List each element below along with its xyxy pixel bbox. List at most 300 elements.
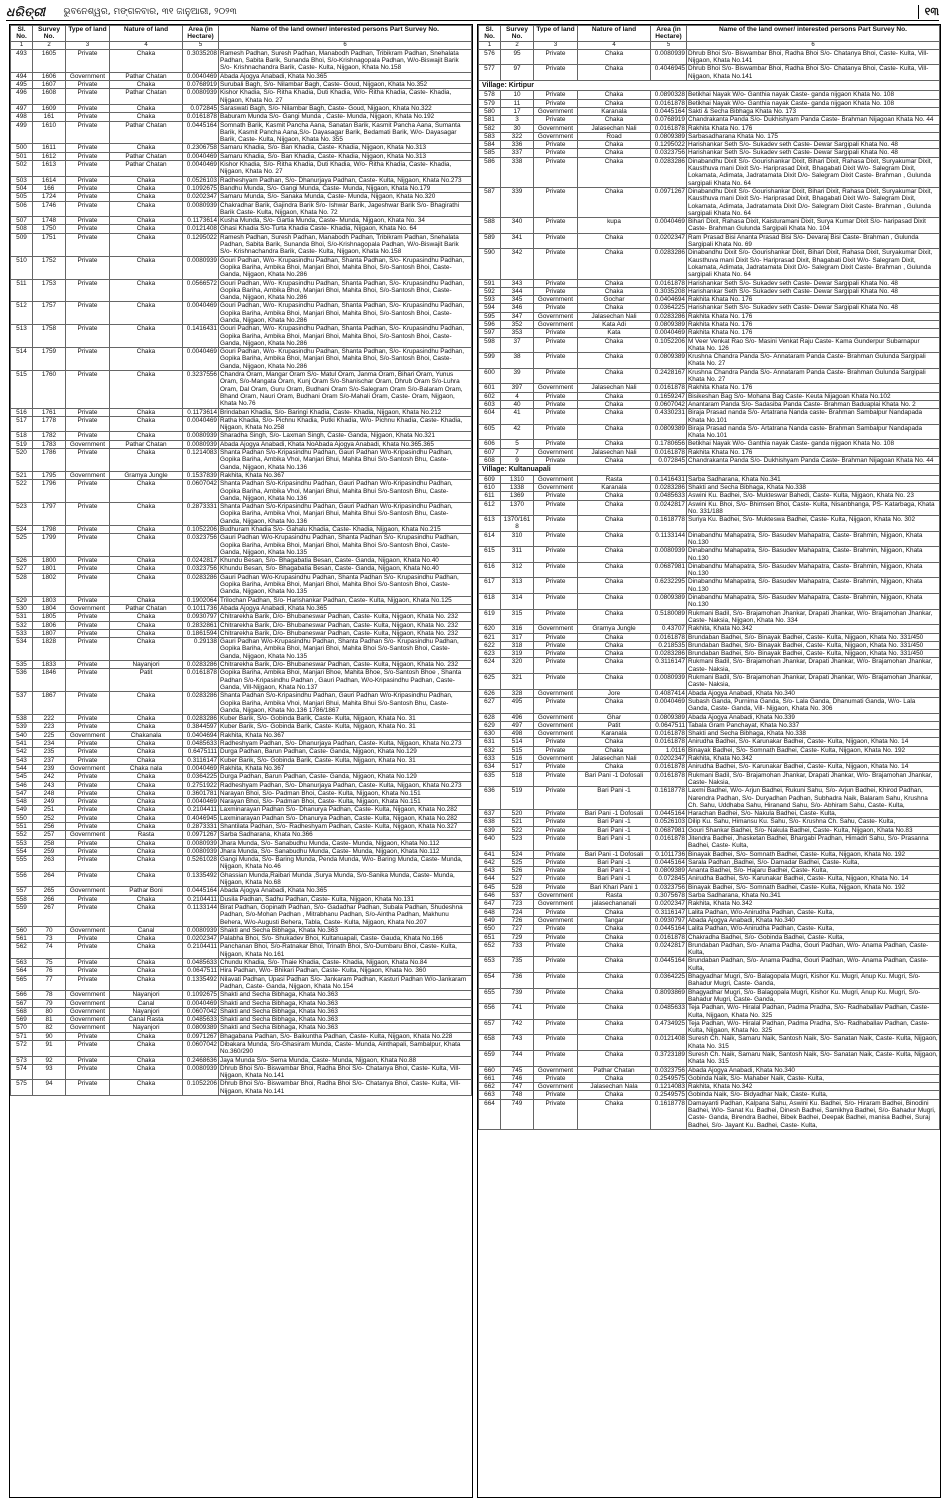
type-cell: Private <box>534 304 578 312</box>
table-row <box>11 176 472 184</box>
area-cell: 0.43707 <box>651 625 687 633</box>
sl-cell: 619 <box>479 609 501 625</box>
colnum-3: 3 <box>66 41 110 49</box>
table-row <box>11 856 472 872</box>
area-cell: 0.2104411 <box>183 806 219 814</box>
survey-cell: 77 <box>33 975 66 991</box>
owner-cell: Gouri Shankar Badhei, S/o- Nakula Badhei, Caste- Kulta, Nijgaon, Khata No.83 <box>687 826 940 834</box>
table-header-row <box>11 26 472 42</box>
nature-cell: Chaka <box>110 871 183 887</box>
survey-cell: 9 <box>501 457 534 465</box>
nature-cell: Gramya Jungle <box>578 625 651 633</box>
area-cell: 0.0283286 <box>183 692 219 715</box>
type-cell: Private <box>534 91 578 99</box>
owner-cell: Jhara Munda, S/o- Sanabudhu Munda, Caste- Munda, Nijgaon, Khata No.112 <box>219 839 472 847</box>
nature-cell: Chaka <box>110 895 183 903</box>
nature-cell: Chaka <box>578 763 651 771</box>
nature-cell: Chaka <box>578 304 651 312</box>
sl-cell: 630 <box>479 730 501 738</box>
survey-cell: 522 <box>501 826 534 834</box>
table-row <box>11 81 472 89</box>
area-cell: 0.0890328 <box>651 91 687 99</box>
table-row <box>11 740 472 748</box>
nature-cell: Chaka <box>578 157 651 187</box>
type-cell: Government <box>534 448 578 456</box>
nature-cell: Chaka <box>110 756 183 764</box>
type-cell: Private <box>534 641 578 649</box>
survey-cell: 727 <box>501 925 534 933</box>
survey-cell: 318 <box>501 641 534 649</box>
table-row <box>479 609 940 625</box>
nature-cell: Road <box>578 132 651 140</box>
area-cell: 0.1052206 <box>183 1080 219 1096</box>
type-cell: Government <box>534 755 578 763</box>
table-row <box>11 1016 472 1024</box>
type-cell: Private <box>66 152 110 160</box>
type-cell: Government <box>66 999 110 1007</box>
survey-cell: 92 <box>33 1056 66 1064</box>
survey-cell: 1724 <box>33 193 66 201</box>
table-row <box>11 1064 472 1080</box>
sl-cell: 496 <box>11 89 33 105</box>
survey-cell: 94 <box>33 1080 66 1096</box>
nature-cell: Chakanala <box>110 731 183 739</box>
table-row <box>11 1024 472 1032</box>
nature-cell: Chaka <box>578 279 651 287</box>
sl-cell: 608 <box>479 457 501 465</box>
header-owner: Name of the land owner/ interested persons Part Survey No. <box>219 26 472 42</box>
sl-cell: 558 <box>11 895 33 903</box>
table-row <box>11 613 472 621</box>
type-cell: Private <box>534 658 578 674</box>
nature-cell: Chaka <box>578 49 651 65</box>
nature-cell: Chaka <box>110 279 183 302</box>
table-row <box>11 217 472 225</box>
area-cell: 0.0202347 <box>183 935 219 943</box>
sl-cell: 538 <box>11 715 33 723</box>
table-row <box>11 781 472 789</box>
sl-cell: 647 <box>479 900 501 908</box>
area-cell: 0.0404694 <box>651 296 687 304</box>
type-cell: Private <box>534 650 578 658</box>
survey-cell: 1828 <box>33 638 66 661</box>
survey-cell: 1609 <box>33 104 66 112</box>
sl-cell: 582 <box>479 124 501 132</box>
header-type: Type of land <box>534 26 578 42</box>
sl-cell: 555 <box>11 856 33 872</box>
table-row <box>479 157 940 187</box>
type-cell: Government <box>534 132 578 140</box>
nature-cell: Chaka <box>110 573 183 596</box>
survey-cell: 1797 <box>33 503 66 526</box>
area-cell: 0.0445164 <box>651 858 687 866</box>
sl-cell: 564 <box>11 967 33 975</box>
table-row <box>11 621 472 629</box>
survey-cell: 322 <box>501 132 534 140</box>
table-row <box>479 908 940 916</box>
area-cell: 0.0404694 <box>183 731 219 739</box>
area-cell: 0.3075678 <box>651 892 687 900</box>
sl-cell: 547 <box>11 789 33 797</box>
table-row <box>479 329 940 337</box>
sl-cell: 633 <box>479 755 501 763</box>
sl-cell: 598 <box>479 337 501 353</box>
page-number: ୧୩ <box>918 5 939 19</box>
sl-cell: 559 <box>11 903 33 926</box>
nature-cell: Chaka <box>578 353 651 369</box>
area-cell: 0.0445164 <box>183 121 219 144</box>
table-row <box>479 674 940 690</box>
survey-cell: 1748 <box>33 217 66 225</box>
owner-cell: Suresh Ch. Naik, Samaru Naik, Santosh Naik, S/o- Sanatan Naik, Caste- Kulta, Nijgaon, Khata No. 315 <box>688 1051 938 1066</box>
table-row <box>11 49 472 72</box>
table-row <box>479 641 940 649</box>
area-cell: 0.0971267 <box>183 831 219 839</box>
survey-cell: 243 <box>33 781 66 789</box>
sl-cell: 580 <box>479 107 501 115</box>
nature-cell: Chaka <box>110 967 183 975</box>
survey-cell: 312 <box>501 562 534 578</box>
nature-cell: Chaka <box>578 697 651 713</box>
sl-cell: 656 <box>479 1004 501 1020</box>
area-cell: 0.2428167 <box>651 368 687 384</box>
table-row <box>479 116 940 124</box>
type-cell: Private <box>534 883 578 891</box>
type-cell: Private <box>534 149 578 157</box>
survey-cell: 1310 <box>501 475 534 483</box>
nature-cell: Chaka <box>110 839 183 847</box>
nature-cell: Jalasechan Nala <box>578 1083 651 1091</box>
colnum-3: 3 <box>534 41 578 49</box>
sl-cell: 648 <box>479 908 501 916</box>
area-cell: 0.0040469 <box>651 329 687 337</box>
type-cell: Private <box>534 738 578 746</box>
sl-cell: 616 <box>479 562 501 578</box>
table-row <box>479 721 940 729</box>
owner-cell: Aswini Ku. Badhei, S/o- Mukteswar Bahedi, Caste- Kulta, Nijgaon, Khata No. 23 <box>687 492 940 500</box>
sl-cell: 583 <box>479 132 501 140</box>
table-row <box>11 638 472 661</box>
nature-cell: Chaka <box>110 692 183 715</box>
owner-cell: Shakti and Secha Bibhaga, Khata No.363 <box>219 1024 472 1032</box>
table-row <box>11 256 472 279</box>
survey-cell: 79 <box>33 999 66 1007</box>
area-cell: 0.0323756 <box>183 534 219 557</box>
table-row <box>479 883 940 891</box>
area-cell: 0.3035208 <box>183 49 219 72</box>
table-row <box>11 822 472 830</box>
sl-cell: 603 <box>479 400 501 408</box>
nature-cell: Chaka <box>578 578 651 594</box>
type-cell: Private <box>534 141 578 149</box>
sl-cell: 661 <box>479 1074 501 1082</box>
table-row <box>479 689 940 697</box>
sl-cell: 635 <box>479 771 501 787</box>
owner-cell: Brundaban Padhan, S/o- Anama Padha, Gouri Padhan, W/o- Anama Padhan, Caste- Kulta, <box>687 957 940 973</box>
nature-cell: Chaka <box>110 1064 183 1080</box>
sl-cell: 495 <box>11 81 33 89</box>
type-cell: Private <box>66 81 110 89</box>
table-row <box>11 1007 472 1015</box>
nature-cell: Chaka <box>110 789 183 797</box>
type-cell: Private <box>66 806 110 814</box>
area-cell: 0.0040469 <box>183 302 219 325</box>
type-cell: Private <box>534 925 578 933</box>
owner-cell: Shakti and Secha Bibhaga, Khata No.338 <box>687 483 940 491</box>
colnum-6: 6 <box>219 41 472 49</box>
table-row <box>11 773 472 781</box>
nature-cell: Gramya Jungle <box>110 471 183 479</box>
nature-cell: Chaka <box>578 141 651 149</box>
type-cell: Private <box>534 1091 578 1099</box>
type-cell: Government <box>534 730 578 738</box>
type-cell: Private <box>66 692 110 715</box>
nature-cell: Canal <box>110 926 183 934</box>
sl-cell: 524 <box>11 526 33 534</box>
owner-cell: Laxminarayan Padhan S/o- Dhanurya Padhan, Caste- Kulta, Nijgaon, Khata No.282 <box>219 814 472 822</box>
table-row <box>479 1099 940 1129</box>
nature-cell: Chaka <box>110 935 183 943</box>
type-cell: Private <box>66 629 110 637</box>
area-cell: 0.1618778 <box>651 516 687 532</box>
table-row <box>11 1056 472 1064</box>
table-row <box>11 503 472 526</box>
owner-cell: Chitrarekha Barik, D/o- Bhubaneswar Padhan, Caste- Kulta, Nijgaon, Khata No. 232 <box>219 629 472 637</box>
owner-cell: Trilochan Padhan, S/o- Harishankar Padhan, Caste- Kulta, Nijgaon, Khata No.125 <box>219 596 472 604</box>
nature-cell: Chaka <box>110 1041 183 1057</box>
owner-cell: Dilip Ku. Sahu, Himansu Ku. Sahu, S/o- Krushna Ch. Sahu, Caste- Kulta, <box>687 818 940 826</box>
owner-cell: Chitrarekha Barik, D/o- Bhubaneswar Padhan, Caste- Kulta, Nijgaon, Khata No. 232 <box>219 661 472 669</box>
nature-cell: Chaka <box>110 217 183 225</box>
table-row <box>11 279 472 302</box>
nature-cell: Bari Pani -1 <box>578 875 651 883</box>
table-row <box>11 798 472 806</box>
table-row <box>479 578 940 594</box>
nature-cell: Rasta <box>110 831 183 839</box>
type-cell: Private <box>534 562 578 578</box>
area-cell: 0.0242817 <box>183 557 219 565</box>
survey-cell: 528 <box>501 883 534 891</box>
owner-cell: Harishankar Seth S/o- Sukadev seth Caste- Dewar Sargipali Khata No. 48 <box>687 287 940 295</box>
nature-cell: Chaka <box>110 325 183 348</box>
type-cell: Private <box>66 1080 110 1096</box>
type-cell: Private <box>66 814 110 822</box>
type-cell: Government <box>534 1083 578 1091</box>
table-row <box>11 193 472 201</box>
area-cell: 0.2873331 <box>183 822 219 830</box>
sl-cell: 510 <box>11 256 33 279</box>
sl-cell: 643 <box>479 867 501 875</box>
sl-cell: 499 <box>11 121 33 144</box>
survey-cell: 1757 <box>33 302 66 325</box>
table-row <box>11 144 472 152</box>
type-cell: Private <box>534 867 578 875</box>
nature-cell: Chaka <box>110 184 183 192</box>
nature-cell: Chaka <box>578 957 651 973</box>
area-cell: 0.3116147 <box>651 658 687 674</box>
right-column <box>477 24 941 1498</box>
area-cell: 0.1335492 <box>183 871 219 887</box>
area-cell: 0.1092675 <box>183 991 219 999</box>
table-row <box>479 233 940 249</box>
table-row <box>479 500 940 516</box>
survey-cell: 234 <box>33 740 66 748</box>
survey-cell: 1795 <box>33 471 66 479</box>
header-nature: Nature of land <box>110 26 183 42</box>
area-cell: 0.2104411 <box>183 943 219 959</box>
owner-cell: Rakhita Khata No. 176 <box>687 448 940 456</box>
sl-cell: 632 <box>479 746 501 754</box>
area-cell: 0.1092675 <box>183 184 219 192</box>
type-cell: Government <box>66 72 110 80</box>
type-cell: Private <box>66 661 110 669</box>
area-cell: 0.0080939 <box>183 89 219 105</box>
nature-cell: Jalasechan Nali <box>578 124 651 132</box>
nature-cell: Chaka <box>578 99 651 107</box>
owner-cell: Rakhita, Khata No.342 <box>687 1083 940 1091</box>
table-row <box>11 325 472 348</box>
table-row <box>479 531 940 547</box>
survey-cell: 328 <box>501 689 534 697</box>
area-cell: 0.0687981 <box>651 826 687 834</box>
owner-cell: Brundaban Badhei, S/o- Binayak Badhei, Caste- Kulta, Nijgaon, Khata No. 331/450 <box>687 641 940 649</box>
sl-cell: 620 <box>479 625 501 633</box>
table-row <box>479 1051 940 1067</box>
owner-cell: Krushna Chandra Panda S/o- Annataram Panda Caste- Brahman Gulunda Sargipali Khata No. 27 <box>687 368 940 384</box>
owner-cell: Brundaban Badhei, S/o- Binayak Badhei, Caste- Kulta, Nijgaon, Khata No. 331/450 <box>687 633 940 641</box>
survey-cell: 537 <box>501 892 534 900</box>
type-cell: Private <box>534 763 578 771</box>
survey-cell: 1612 <box>33 152 66 160</box>
table-row <box>11 184 472 192</box>
header-area: Area (in Hectare) <box>183 26 219 42</box>
table-row <box>479 424 940 440</box>
sl-cell: 560 <box>11 926 33 934</box>
table-row <box>479 834 940 850</box>
sl-cell: 627 <box>479 697 501 713</box>
page-header <box>6 4 939 21</box>
survey-cell: 17 <box>501 107 534 115</box>
sl-cell: 663 <box>479 1091 501 1099</box>
table-row <box>11 831 472 839</box>
sl-cell: 589 <box>479 233 501 249</box>
table-row <box>479 730 940 738</box>
table-row <box>479 65 940 81</box>
type-cell: Private <box>534 875 578 883</box>
nature-cell: Chaka <box>110 715 183 723</box>
sl-cell: 546 <box>11 781 33 789</box>
table-row <box>479 850 940 858</box>
owner-cell: Budhuram Khadia S/o- Gahalu Khadia, Caste- Khadia, Nijgaon, Khata No.215 <box>219 526 472 534</box>
sl-cell: 579 <box>479 99 501 107</box>
nature-cell: Chaka <box>110 233 183 256</box>
nature-cell: Chaka <box>110 748 183 756</box>
type-cell: Private <box>66 526 110 534</box>
type-cell: Private <box>534 810 578 818</box>
owner-cell: Jaya Munda S/o- Sema Munda, Caste- Munda, Nijgaon, Khata No.88 <box>219 1056 472 1064</box>
survey-cell: 344 <box>501 287 534 295</box>
nature-cell: Nayanjori <box>110 661 183 669</box>
area-cell: 0.218535 <box>651 641 687 649</box>
survey-cell: 497 <box>501 721 534 729</box>
owner-cell: Abada Ajogya Anabadi, Khata No.340 <box>687 689 940 697</box>
type-cell: Private <box>534 116 578 124</box>
type-cell: Private <box>66 121 110 144</box>
survey-cell: 1338 <box>501 483 534 491</box>
table-row <box>479 916 940 924</box>
sl-cell: 516 <box>11 408 33 416</box>
nature-cell: Chaka <box>110 613 183 621</box>
owner-cell: Anirudha Badhei, S/o- Karunakar Badhei, Caste- Kulta, Nijgaon, Khata No. 14 <box>687 763 940 771</box>
table-row <box>479 304 940 312</box>
sl-cell: 562 <box>11 943 33 959</box>
owner-cell: Sakti & Secha Bibhaga Khata No. 173 <box>687 107 940 115</box>
area-cell: 0.1133144 <box>183 903 219 926</box>
survey-cell: 1613 <box>33 161 66 177</box>
nature-cell: Canal Rasta <box>110 1016 183 1024</box>
area-cell: 0.0768919 <box>651 116 687 124</box>
area-cell: 0.0364225 <box>183 773 219 781</box>
type-cell: Private <box>534 787 578 810</box>
owner-cell: Shanta Padhan S/o-Kripasindhu Padhan, Gauri Padhan W/o-Kripasindhu Padhan, Gopika Bariha, Ambika Vhoi, Manjari Bhui, Mahita Bhui S/o-Santosh Bhu, Caste- Ganda, Nijgaon, Khata No.136 1786/1867 <box>219 692 472 715</box>
table-row <box>479 973 940 989</box>
owner-cell: Bihari Dixit, Rahasa Dixit, Kaisturamani Dixit, Surya Kumar Dixit S/o- haripasad Dixit Caste- Brahman Gulunda Sargipali Khata No. 104 <box>687 218 940 234</box>
survey-cell: 340 <box>501 218 534 234</box>
table-row <box>11 731 472 739</box>
nature-cell: Chaka <box>110 814 183 822</box>
nature-cell: Chaka <box>578 187 651 217</box>
type-cell: Private <box>66 669 110 692</box>
type-cell: Private <box>66 113 110 121</box>
area-cell: 0.0283286 <box>651 312 687 320</box>
type-cell: Private <box>66 871 110 887</box>
survey-cell: 1782 <box>33 432 66 440</box>
owner-cell: Ramesh Padhan, Suresh Padhan, Manabodh Padhan, Tribikram Padhan, Snehalata Padhan, Sabita Barik, Sunanda Bhoi, S/o-Krishnagopala Padhan, W/o-Biswajit Barik S/o- Krishnachandra Barik, Caste- Kulta, Nijgaon, Khata No.158 <box>219 233 472 256</box>
nature-cell: Chaka <box>110 629 183 637</box>
area-cell: 0.0809389 <box>651 594 687 610</box>
table-row <box>11 233 472 256</box>
type-cell: Private <box>534 973 578 989</box>
owner-cell: Dinabandhu Mahapatra, S/o- Basudev Mahapatra, Caste- Brahmin, Nijgaon, Khata No.130 <box>687 594 940 610</box>
table-row <box>479 867 940 875</box>
owner-cell: Brundaban Badhei, S/o- Binayak Badhei, Caste- Kulta, Nijgaon, Khata No. 331/450 <box>687 650 940 658</box>
survey-cell: 1778 <box>33 416 66 432</box>
table-row <box>11 935 472 943</box>
type-cell: Private <box>534 933 578 941</box>
owner-cell: Chandra Oram, Mangar Oram S/o- Matul Oram, Janma Oram, Bihari Oram, Yunus Oram, S/o-Mangata Oram, Kunj Oram S/o-Shanischar Oram, Dhrub Oram S/o-Luhra Oram, Dal Oram, Guru Oram, Budhani Oram S/o-Salegram Oram S/o-Balaram Oram, Bhand Oram, Nauri Oram, Budhani Oram S/o-Mahali Oram, Caste- Oram, Nijgaon, Khata No.76 <box>219 371 472 408</box>
survey-cell: 1804 <box>33 604 66 612</box>
sl-cell: 622 <box>479 641 501 649</box>
owner-cell: Binayak Badhei, S/o- Somnath Badhei, Caste- Kulta, Nijgaon, Khata No. 192 <box>687 850 940 858</box>
type-cell: Government <box>534 483 578 491</box>
survey-cell: 257 <box>33 831 66 839</box>
nature-cell: Pathar Chatan <box>110 161 183 177</box>
owner-cell: Dinabandhu Dixit S/o- Gourishankar Dixit, Bihari Dixit, Rahasa Dixit, Suryakumar Dixit, Kausthuva mani Dixit S/o- Hariprasad Dixit, Bhagabati Dixit W/o- Salegram Dixit, Lokamata, Adimata, Jadratamata Dixit D/o- Salegram Dixit Caste- Brahman , Gulunda sargipali Khata No. 64 <box>687 249 940 279</box>
owner-cell: Abada Ajogya Anabadi, Khata No.340 <box>687 1066 940 1074</box>
area-cell: 0.0040469 <box>183 999 219 1007</box>
land-table-left <box>10 25 472 1096</box>
type-cell: Private <box>534 594 578 610</box>
nature-cell: Chaka <box>578 424 651 440</box>
area-cell: 0.0485633 <box>183 959 219 967</box>
owner-cell: Shantilata Padhan, S/o- Radheshyam Padhan, Caste- Kulta, Nijgaon, Khata No.327 <box>219 822 472 830</box>
owner-cell: Kuber Barik, S/o- Gobinda Barik, Caste- Kulta, Nijgaon, Khata No. 31 <box>219 715 472 723</box>
nature-cell: Chaka <box>110 723 183 731</box>
survey-cell: 347 <box>501 312 534 320</box>
sl-cell: 550 <box>11 814 33 822</box>
survey-cell: 1610 <box>33 121 66 144</box>
survey-cell: 166 <box>33 184 66 192</box>
